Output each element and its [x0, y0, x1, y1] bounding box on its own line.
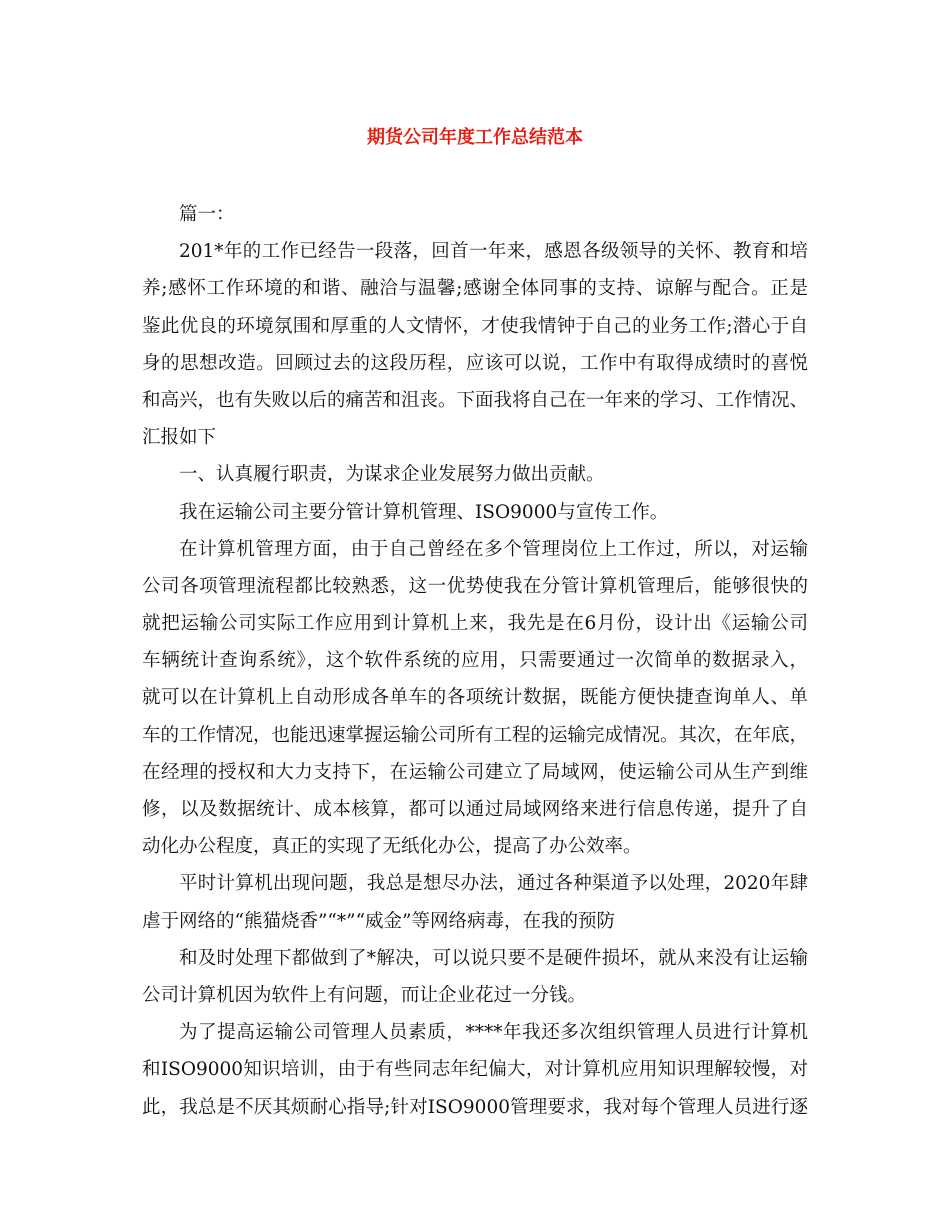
paragraph-line: 车辆统计查询系统》，这个软件系统的应用，只需要通过一次简单的数据录入，	[142, 650, 808, 672]
document-title: 期货公司年度工作总结范本	[367, 127, 583, 148]
paragraph-line: 和高兴，也有失败以后的痛苦和沮丧。下面我将自己在一年来的学习、工作情况、	[142, 389, 809, 411]
paragraph-line: 我在运输公司主要分管计算机管理、ISO9000与宣传工作。	[179, 501, 669, 523]
paragraph-line: 养;感怀工作环境的和谐、融洽与温馨;感谢全体同事的支持、谅解与配合。正是	[142, 278, 808, 300]
paragraph-line: 汇报如下	[142, 427, 217, 449]
paragraph-line: 虐于网络的“熊猫烧香”“*”“威金”等网络病毒，在我的预防	[142, 910, 615, 932]
paragraph-line: 鉴此优良的环境氛围和厚重的人文情怀，才使我情钟于自己的业务工作;潜心于自	[142, 315, 808, 337]
paragraph-line: 平时计算机出现问题，我总是想尽办法，通过各种渠道予以处理，2020年肆	[179, 873, 808, 895]
paragraph-line: 车的工作情况，也能迅速掌握运输公司所有工程的运输完成情况。其次，在年底，	[142, 724, 809, 746]
paragraph-line: 和及时处理下都做到了*解决，可以说只要不是硬件损坏，就从来没有让运输	[179, 947, 808, 969]
paragraph-line: 身的思想改造。回顾过去的这段历程，应该可以说，工作中有取得成绩时的喜悦	[142, 352, 808, 374]
paragraph-line: 动化办公程度，真正的实现了无纸化办公，提高了办公效率。	[142, 836, 642, 858]
paragraph-line: 就可以在计算机上自动形成各单车的各项统计数据，既能方便快捷查询单人、单	[142, 687, 808, 709]
paragraph-line: 为了提高运输公司管理人员素质，****年我还多次组织管理人员进行计算机	[179, 1022, 808, 1044]
paragraph-line: 一、认真履行职责，为谋求企业发展努力做出贡献。	[179, 464, 605, 486]
paragraph-line: 公司各项管理流程都比较熟悉，这一优势使我在分管计算机管理后，能够很快的	[142, 575, 808, 597]
paragraph-line: 此，我总是不厌其烦耐心指导;针对ISO9000管理要求，我对每个管理人员进行逐	[142, 1096, 808, 1118]
paragraph-line: 201*年的工作已经告一段落，回首一年来，感恩各级领导的关怀、教育和培	[179, 241, 808, 263]
paragraph-line: 在经理的授权和大力支持下，在运输公司建立了局域网，使运输公司从生产到维	[142, 761, 808, 783]
document-body	[142, 196, 808, 1126]
paragraph-line: 公司计算机因为软件上有问题，而让企业花过一分钱。	[142, 984, 587, 1006]
paragraph-line: 就把运输公司实际工作应用到计算机上来，我先是在6月份，设计出《运输公司	[142, 613, 808, 635]
paragraph-line: 在计算机管理方面，由于自己曾经在多个管理岗位上工作过，所以，对运输	[179, 538, 808, 560]
paragraph-line: 篇一：	[179, 204, 235, 225]
paragraph-line: 和ISO9000知识培训，由于有些同志年纪偏大，对计算机应用知识理解较慢，对	[142, 1059, 808, 1081]
paragraph-line: 修，以及数据统计、成本核算，都可以通过局域网络来进行信息传递，提升了自	[142, 799, 808, 820]
